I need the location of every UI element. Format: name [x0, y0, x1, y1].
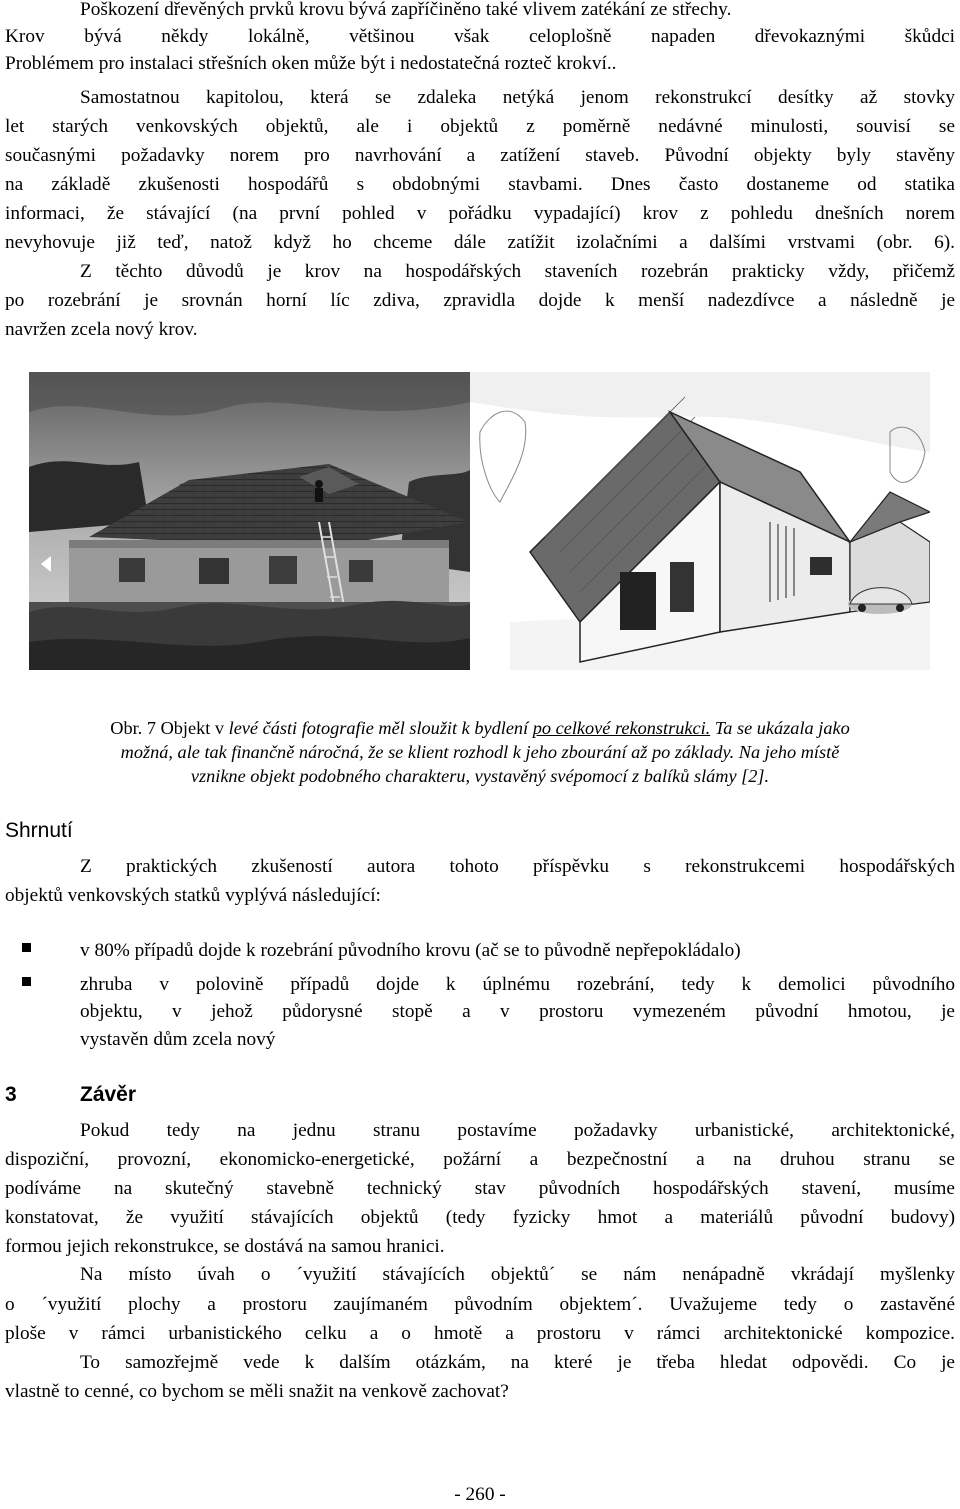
text-line: Z praktických zkušeností autora tohoto příspěvku s rekonstrukcemi hospodářských: [80, 856, 955, 877]
text-line: informaci, že stávající (na první pohled v pořádku vypadající) krov z pohledu dnešních norem: [5, 203, 955, 224]
text-line: na základě zkušenosti hospodářů s obdobnými stavbami. Dnes často dostaneme od statika: [5, 174, 955, 195]
text-line: nevyhovuje již teď, natož když ho chceme dále zatížit izolačními a dalšími vrstvami (obr. 6).: [5, 232, 955, 253]
caption-text: levé části fotografie měl sloužit k bydlení: [228, 718, 529, 738]
text-line: Na místo úvah o ´využití stávajících objektů´ se nám nenápadně vkrádají myšlenky: [80, 1264, 955, 1285]
farm-building-photo: [29, 372, 470, 670]
caption-number: 7: [146, 718, 156, 738]
list-item: vystavěn dům zcela nový: [80, 1029, 276, 1050]
list-item: v 80% případů dojde k rozebrání původního krovu (ač se to původně nepřepokládalo): [80, 940, 741, 961]
caption-text: Objekt v: [160, 718, 225, 738]
text-line: let starých venkovských objektů, ale i objektů z poměrně nedávné minulosti, souvisí se: [5, 116, 955, 137]
text-line: objektů venkovských statků vyplývá následující:: [5, 885, 381, 906]
text-line: konstatovat, že využití stávajících objektů (tedy fyzicky hmot a materiálů původní budovy): [5, 1207, 955, 1228]
section-heading: Závěr: [80, 1083, 137, 1106]
bullet-icon: [22, 943, 31, 952]
figure-caption-line: [0, 716, 960, 740]
text-line: To samozřejmě vede k dalším otázkám, na které je třeba hledat odpovědi. Co je: [80, 1352, 955, 1373]
page-number: - 260 -: [454, 1484, 506, 1505]
list-item: objektu, v jehož půdorysné stopě a v prostoru vymezeném původní hmotou, je: [80, 1001, 955, 1022]
text-line: Krov bývá někdy lokálně, většinou však celoplošně napaden dřevokaznými škůdci: [5, 26, 955, 47]
new-house-render: [470, 372, 930, 670]
caption-text: Ta se ukázala jako: [714, 718, 850, 738]
caption-text: po celkové rekonstrukci.: [532, 718, 711, 738]
text-line: Poškození dřevěných prvků krovu bývá zapříčiněno také vlivem zatékání ze střechy.: [80, 0, 732, 20]
text-line: formou jejich rekonstrukce, se dostává na samou hranici.: [5, 1236, 445, 1257]
text-line: dispoziční, provozní, ekonomicko-energetické, požární a bezpečnostní a na druhou stranu se: [5, 1149, 955, 1170]
text-line: Z těchto důvodů je krov na hospodářských staveních rozebrán prakticky vždy, přičemž: [80, 261, 955, 282]
text-line: ploše v rámci urbanistického celku a o hmotě a prostoru v rámci architektonické kompozice.: [5, 1323, 955, 1344]
bullet-icon: [22, 977, 31, 986]
text-line: podíváme na skutečný stavebně technický stav původních hospodářských stavení, musíme: [5, 1178, 955, 1199]
section-heading: Shrnutí: [5, 819, 73, 842]
text-line: o ´využití plochy a prostoru zaujímaném původním objektem´. Uvažujeme tedy o zastavěné: [5, 1294, 955, 1315]
text-line: Problémem pro instalaci střešních oken může být i nedostatečná rozteč krokví..: [5, 53, 617, 74]
text-line: současnými požadavky norem pro navrhování a zatížení staveb. Původní objekty byly stavěny: [5, 145, 955, 166]
list-item: zhruba v polovině případů dojde k úplnému rozebrání, tedy k demolici původního: [80, 974, 955, 995]
text-line: po rozebrání je srovnán horní líc zdiva, zpravidla dojde k menší nadezdívce a následně je: [5, 290, 955, 311]
figure-caption-line: vznikne objekt podobného charakteru, vystavěný svépomocí z balíků slámy [2].: [190, 766, 770, 786]
text-line: navržen zcela nový krov.: [5, 319, 198, 340]
text-line: vlastně to cenné, co bychom se měli snažit na venkově zachovat?: [5, 1381, 509, 1402]
caption-label: Obr.: [110, 718, 143, 738]
text-line: Samostatnou kapitolou, která se zdaleka netýká jenom rekonstrukcí desítky až stovky: [80, 87, 955, 108]
text-line: Pokud tedy na jednu stranu postavíme požadavky urbanistické, architektonické,: [80, 1120, 955, 1141]
section-number: 3: [5, 1083, 17, 1106]
figure-caption-line: možná, ale tak finančně náročná, že se klient rozhodl k jeho zbourání až po základy. Na jeho místě: [120, 742, 840, 762]
